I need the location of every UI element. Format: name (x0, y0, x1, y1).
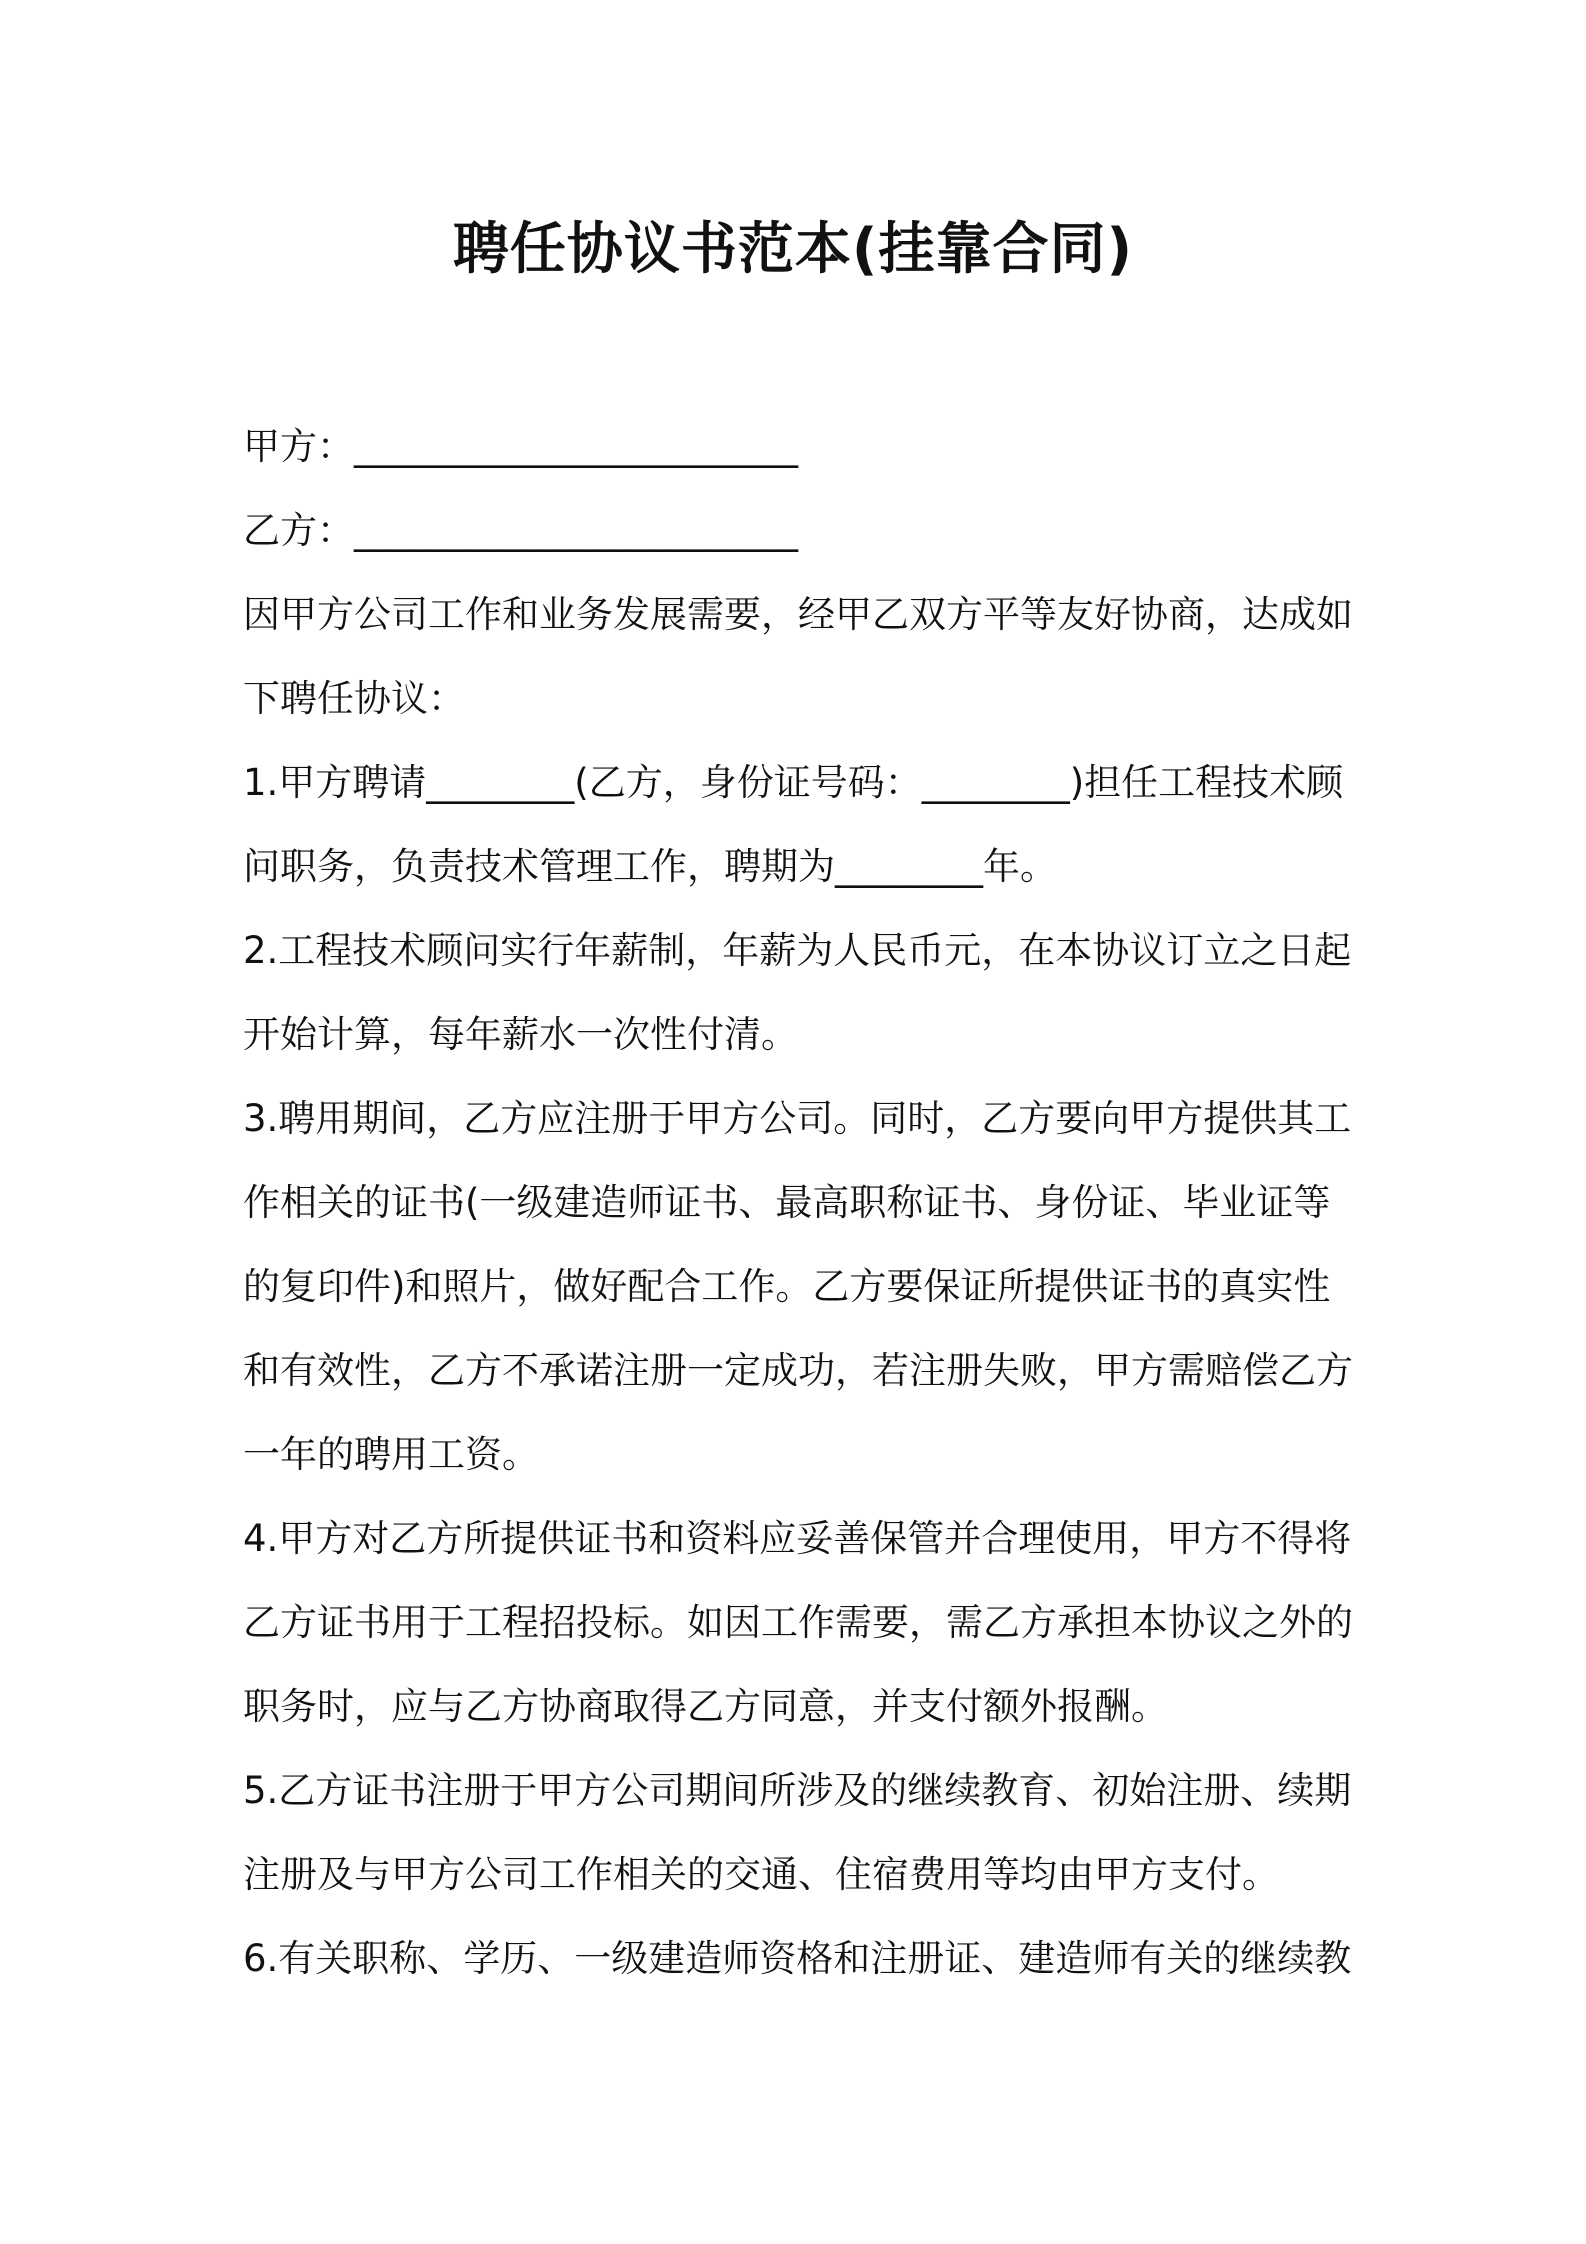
clause-1-line: 1.甲方聘请________(乙方，身份证号码：________)担任工程技术顾 (243, 761, 1344, 804)
preamble-line: 下聘任协议： (243, 677, 465, 720)
clause-2-line: 2.工程技术顾问实行年薪制，年薪为人民币元，在本协议订立之日起 (243, 929, 1352, 972)
clause-3-line: 的复印件)和照片，做好配合工作。乙方要保证所提供证书的真实性 (243, 1265, 1331, 1308)
clause-3-line: 一年的聘用工资。 (243, 1433, 539, 1476)
clause-5-line: 5.乙方证书注册于甲方公司期间所涉及的继续教育、初始注册、续期 (243, 1769, 1352, 1812)
clause-3-line: 和有效性，乙方不承诺注册一定成功，若注册失败，甲方需赔偿乙方 (243, 1349, 1353, 1392)
clause-3-line: 3.聘用期间，乙方应注册于甲方公司。同时，乙方要向甲方提供其工 (243, 1097, 1352, 1140)
clause-1-line: 问职务，负责技术管理工作，聘期为________年。 (243, 845, 1057, 888)
preamble-line: 因甲方公司工作和业务发展需要，经甲乙双方平等友好协商，达成如 (243, 593, 1353, 636)
clause-4-line: 职务时，应与乙方协商取得乙方同意，并支付额外报酬。 (243, 1685, 1168, 1728)
clause-2-line: 开始计算，每年薪水一次性付清。 (243, 1013, 798, 1056)
clause-5-line: 注册及与甲方公司工作相关的交通、住宿费用等均由甲方支付。 (243, 1853, 1279, 1896)
document-title: 聘任协议书范本(挂靠合同) (452, 217, 1134, 282)
clause-3-line: 作相关的证书(一级建造师证书、最高职称证书、身份证、毕业证等 (243, 1181, 1331, 1224)
document-body (243, 405, 1353, 2001)
clause-4-line: 乙方证书用于工程招投标。如因工作需要，需乙方承担本协议之外的 (243, 1601, 1353, 1644)
clause-6-line: 6.有关职称、学历、一级建造师资格和注册证、建造师有关的继续教 (243, 1937, 1352, 1980)
party-a-line: 甲方：________________________ (243, 425, 798, 468)
party-b-line: 乙方：________________________ (243, 509, 798, 552)
clause-4-line: 4.甲方对乙方所提供证书和资料应妥善保管并合理使用，甲方不得将 (243, 1517, 1352, 1560)
